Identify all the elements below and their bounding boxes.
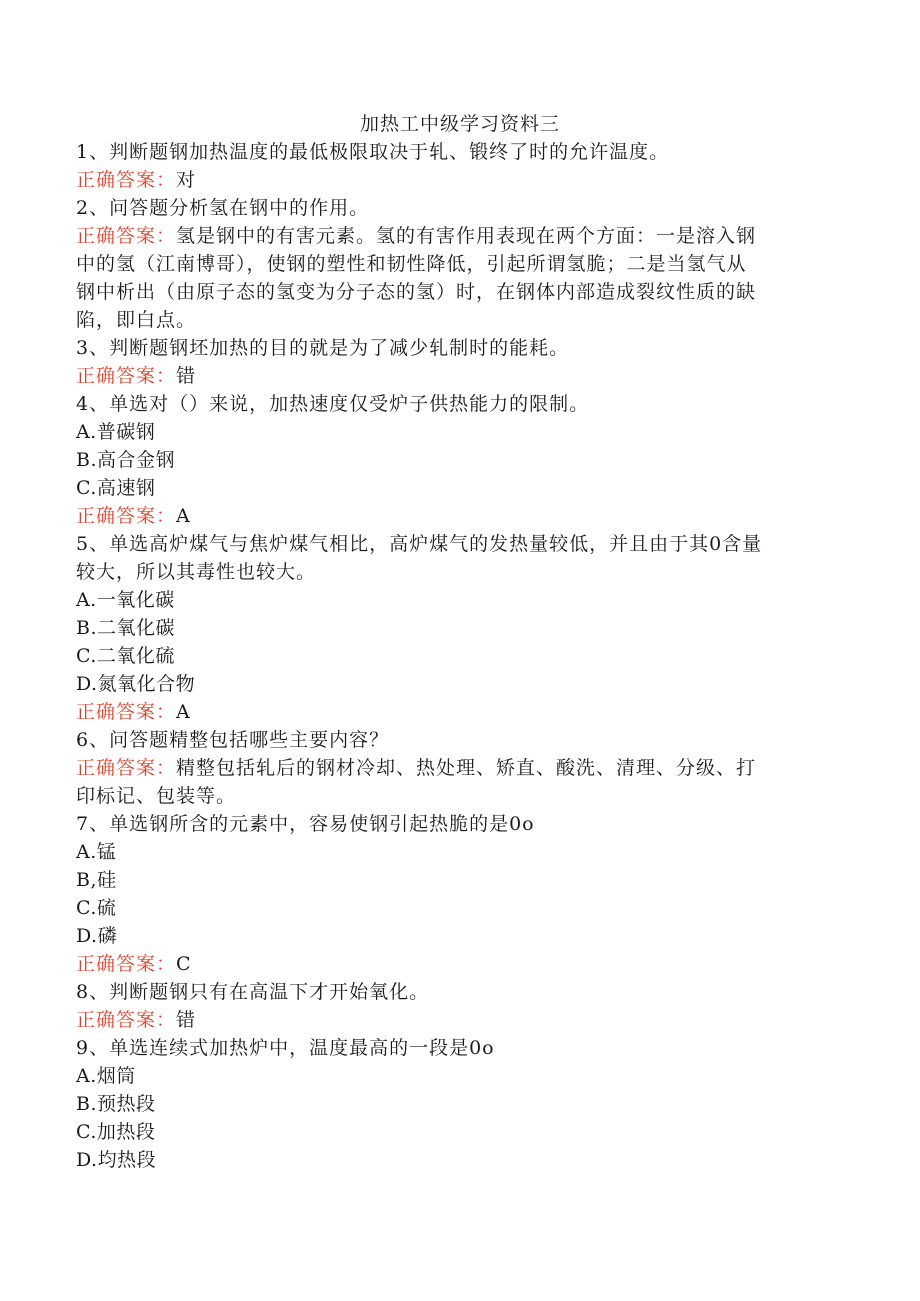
- answer-value: 错: [176, 1009, 197, 1031]
- answer-label: 正确答案：: [76, 757, 177, 779]
- question-9-option-a: A.烟筒: [76, 1065, 136, 1087]
- answer-value: 精整包括轧后的钢材冷却、热处理、矫直、酸洗、清理、分级、打: [176, 757, 757, 779]
- question-2-answer-line-4: 陷，即白点。: [76, 309, 197, 331]
- question-5-stem-line-2: 较大，所以其毒性也较大。: [76, 561, 317, 583]
- question-9-option-d: D.均热段: [76, 1149, 157, 1171]
- question-5-stem-line-1: 5、单选高炉煤气与焦炉煤气相比，高炉煤气的发热量较低，并且由于其0含量: [76, 533, 763, 555]
- answer-label: 正确答案：: [76, 1009, 177, 1031]
- document-title: 加热工中级学习资料三: [359, 113, 560, 135]
- question-1-stem: 1、判断题钢加热温度的最低极限取决于轧、锻终了时的允许温度。: [76, 141, 670, 163]
- answer-label: 正确答案：: [76, 225, 177, 247]
- question-9-option-b: B.预热段: [76, 1093, 156, 1115]
- answer-label: 正确答案：: [76, 169, 177, 191]
- answer-label: 正确答案：: [76, 953, 177, 975]
- question-9-stem: 9、单选连续式加热炉中，温度最高的一段是0o: [76, 1037, 495, 1059]
- answer-label: 正确答案：: [76, 365, 177, 387]
- question-8-stem: 8、判断题钢只有在高温下才开始氧化。: [76, 981, 430, 1003]
- answer-value: 对: [176, 169, 197, 191]
- question-7-option-c: C.硫: [76, 897, 117, 919]
- answer-value: 氢是钢中的有害元素。氢的有害作用表现在两个方面：一是溶入钢: [176, 225, 757, 247]
- question-4-option-b: B.高合金钢: [76, 449, 176, 471]
- answer-value: A: [176, 505, 191, 527]
- answer-value: A: [176, 701, 191, 723]
- question-5-option-c: C.二氧化硫: [76, 645, 175, 667]
- question-4-option-a: A.普碳钢: [76, 421, 156, 443]
- answer-label: 正确答案：: [76, 505, 177, 527]
- question-1-answer: [76, 166, 836, 194]
- question-4-answer: [76, 502, 836, 530]
- question-5-option-a: A.一氧化碳: [76, 589, 175, 611]
- question-2-answer-line-1: [76, 222, 836, 250]
- answer-label: 正确答案：: [76, 701, 177, 723]
- question-list: [76, 138, 836, 1174]
- question-2-answer-line-2: 中的氢（江南博哥），使钢的塑性和韧性降低，引起所谓氢脆；二是当氢气从: [76, 253, 747, 275]
- question-3-answer: [76, 362, 836, 390]
- question-7-option-d: D.磷: [76, 925, 118, 947]
- answer-value: 错: [176, 365, 197, 387]
- question-4-option-c: C.高速钢: [76, 477, 156, 499]
- answer-value: C: [176, 953, 192, 975]
- question-5-option-b: B.二氧化碳: [76, 617, 176, 639]
- question-7-option-a: A.锰: [76, 841, 117, 863]
- question-7-answer: [76, 950, 836, 978]
- question-2-stem: 2、问答题分析氢在钢中的作用。: [76, 197, 370, 219]
- question-5-option-d: D.氮氧化合物: [76, 673, 196, 695]
- question-6-answer-line-2: 印标记、包装等。: [76, 785, 237, 807]
- question-4-stem: 4、单选对（）来说，加热速度仅受炉子供热能力的限制。: [76, 393, 590, 415]
- question-5-answer: [76, 698, 836, 726]
- question-3-stem: 3、判断题钢坯加热的目的就是为了减少轧制时的能耗。: [76, 337, 570, 359]
- question-8-answer: [76, 1006, 836, 1034]
- question-7-option-b: B,硅: [76, 869, 117, 891]
- question-7-stem: 7、单选钢所含的元素中，容易使钢引起热脆的是0o: [76, 813, 535, 835]
- question-9-option-c: C.加热段: [76, 1121, 156, 1143]
- question-6-answer-line-1: [76, 754, 836, 782]
- question-6-stem: 6、问答题精整包括哪些主要内容？: [76, 729, 390, 751]
- question-2-answer-line-3: 钢中析出（由原子态的氢变为分子态的氢）时，在钢体内部造成裂纹性质的缺: [76, 281, 757, 303]
